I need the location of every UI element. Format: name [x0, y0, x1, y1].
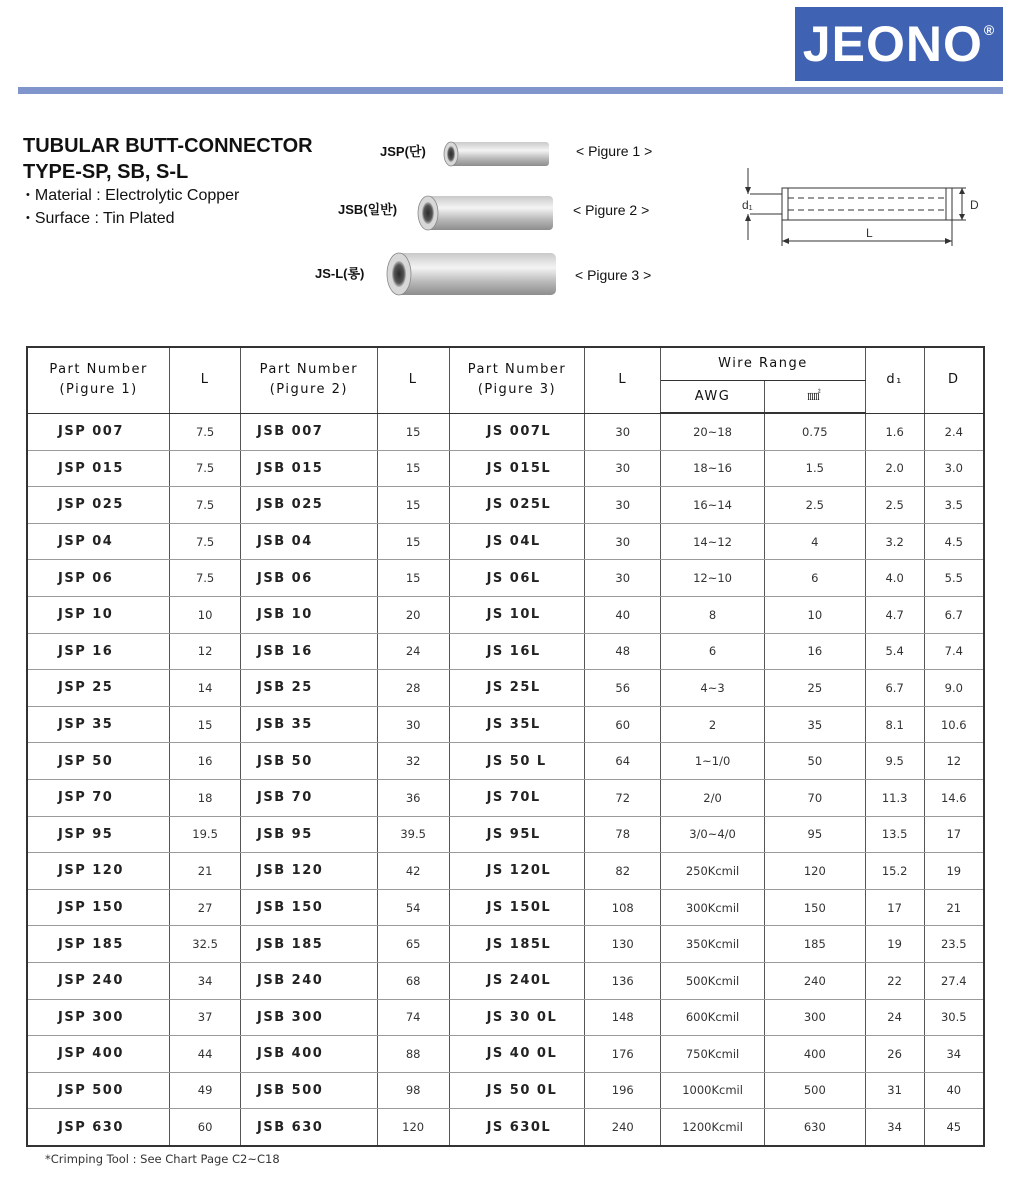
cell-length-3: 72: [585, 779, 661, 816]
table-row: [27, 450, 984, 487]
figure3-caption: < Pigure 3 >: [575, 267, 652, 283]
cell-part-number-3: JS 70L: [449, 779, 585, 816]
cell-length-2: 65: [377, 926, 449, 963]
cell-length-3: 30: [585, 487, 661, 524]
cell-part-number-3: JS 240L: [449, 962, 585, 999]
cell-length-2: 98: [377, 1072, 449, 1109]
cell-length-3: 136: [585, 962, 661, 999]
cell-mm2: 0.75: [764, 413, 865, 450]
cell-awg: 300Kcmil: [661, 889, 765, 926]
cell-part-number-3: JS 185L: [449, 926, 585, 963]
cell-D: 3.5: [924, 487, 984, 524]
cell-length-1: 19.5: [170, 816, 241, 853]
cell-mm2: 300: [764, 999, 865, 1036]
table-row: [27, 779, 984, 816]
cell-awg: 1200Kcmil: [661, 1109, 765, 1146]
cell-part-number-3: JS 30 0L: [449, 999, 585, 1036]
product-title-line1: TUBULAR BUTT-CONNECTOR: [23, 135, 313, 157]
cell-D: 14.6: [924, 779, 984, 816]
cell-mm2: 35: [764, 706, 865, 743]
header-wire-range: Wire Range: [661, 347, 866, 381]
cell-part-number-3: JS 007L: [449, 413, 585, 450]
cell-d1: 13.5: [865, 816, 924, 853]
cell-D: 23.5: [924, 926, 984, 963]
cell-part-number-3: JS 04L: [449, 523, 585, 560]
table-row: [27, 1072, 984, 1109]
header-rule: [18, 87, 1003, 94]
product-title: [23, 133, 313, 185]
cell-mm2: 150: [764, 889, 865, 926]
table-row: [27, 999, 984, 1036]
cell-part-number-3: JS 95L: [449, 816, 585, 853]
cell-part-number-2: JSB 400: [241, 1036, 378, 1073]
cell-length-1: 21: [170, 853, 241, 890]
cell-part-number-2: JSB 35: [241, 706, 378, 743]
cell-length-1: 7.5: [170, 560, 241, 597]
cell-length-3: 196: [585, 1072, 661, 1109]
spec-table: [26, 346, 985, 1147]
cell-length-2: 42: [377, 853, 449, 890]
cell-D: 3.0: [924, 450, 984, 487]
header-part-number-1: [27, 347, 170, 413]
header-pn3-line2: (Pigure 3): [477, 382, 557, 398]
cell-length-1: 27: [170, 889, 241, 926]
cell-length-1: 16: [170, 743, 241, 780]
cell-mm2: 4: [764, 523, 865, 560]
cell-part-number-1: JSP 300: [27, 999, 170, 1036]
cell-length-2: 15: [377, 450, 449, 487]
table-row: [27, 560, 984, 597]
cell-d1: 26: [865, 1036, 924, 1073]
cell-mm2: 630: [764, 1109, 865, 1146]
header-L-2: L: [377, 347, 449, 413]
header-pn1-line2: (Pigure 1): [59, 382, 138, 398]
cell-length-2: 15: [377, 487, 449, 524]
cell-awg: 4~3: [661, 670, 765, 707]
cell-D: 30.5: [924, 999, 984, 1036]
table-row: [27, 413, 984, 450]
cell-d1: 34: [865, 1109, 924, 1146]
cell-length-2: 88: [377, 1036, 449, 1073]
cell-awg: 2/0: [661, 779, 765, 816]
cell-mm2: 1.5: [764, 450, 865, 487]
table-row: [27, 1109, 984, 1146]
table-row: [27, 962, 984, 999]
spec-material: • Material : Electrolytic Copper: [26, 185, 239, 208]
cell-part-number-1: JSP 240: [27, 962, 170, 999]
cell-length-2: 32: [377, 743, 449, 780]
cell-part-number-2: JSB 150: [241, 889, 378, 926]
cell-awg: 600Kcmil: [661, 999, 765, 1036]
table-row: [27, 633, 984, 670]
cell-length-3: 40: [585, 596, 661, 633]
cell-part-number-1: JSP 185: [27, 926, 170, 963]
cell-length-3: 60: [585, 706, 661, 743]
cell-length-2: 120: [377, 1109, 449, 1146]
cell-part-number-2: JSB 16: [241, 633, 378, 670]
figure1-tube-image: [443, 140, 551, 168]
cell-d1: 5.4: [865, 633, 924, 670]
cell-length-3: 148: [585, 999, 661, 1036]
cell-part-number-3: JS 50 L: [449, 743, 585, 780]
cell-length-3: 56: [585, 670, 661, 707]
table-row: [27, 487, 984, 524]
cell-awg: 1000Kcmil: [661, 1072, 765, 1109]
diagram-D-label: D: [970, 198, 979, 212]
cell-d1: 15.2: [865, 853, 924, 890]
cell-length-1: 49: [170, 1072, 241, 1109]
cell-length-3: 78: [585, 816, 661, 853]
diagram-L-label: L: [866, 226, 873, 240]
header-D: D: [924, 347, 984, 413]
cell-d1: 2.0: [865, 450, 924, 487]
cell-part-number-1: JSP 70: [27, 779, 170, 816]
figure2-label: JSB(일반): [338, 202, 398, 217]
cell-awg: 16~14: [661, 487, 765, 524]
cell-d1: 9.5: [865, 743, 924, 780]
table-row: [27, 743, 984, 780]
table-row: [27, 853, 984, 890]
cell-part-number-3: JS 35L: [449, 706, 585, 743]
cell-length-2: 36: [377, 779, 449, 816]
cell-length-1: 10: [170, 596, 241, 633]
cell-length-2: 20: [377, 596, 449, 633]
header-pn3-line1: Part Number: [467, 362, 567, 378]
figure3-label: JS-L(롱): [315, 266, 365, 281]
cell-part-number-2: JSB 10: [241, 596, 378, 633]
cell-d1: 22: [865, 962, 924, 999]
cell-length-1: 7.5: [170, 487, 241, 524]
cell-length-1: 60: [170, 1109, 241, 1146]
cell-length-3: 240: [585, 1109, 661, 1146]
cell-d1: 11.3: [865, 779, 924, 816]
cell-part-number-2: JSB 630: [241, 1109, 378, 1146]
cell-D: 17: [924, 816, 984, 853]
cell-part-number-2: JSB 70: [241, 779, 378, 816]
spec-list: [26, 185, 239, 231]
cell-length-3: 30: [585, 560, 661, 597]
cell-part-number-1: JSP 500: [27, 1072, 170, 1109]
cell-d1: 17: [865, 889, 924, 926]
cell-mm2: 25: [764, 670, 865, 707]
header-pn1-line1: Part Number: [49, 362, 148, 378]
cell-part-number-3: JS 015L: [449, 450, 585, 487]
cell-awg: 500Kcmil: [661, 962, 765, 999]
cell-mm2: 10: [764, 596, 865, 633]
cell-part-number-3: JS 06L: [449, 560, 585, 597]
cell-length-2: 39.5: [377, 816, 449, 853]
crimping-tool-note: *Crimping Tool : See Chart Page C2~C18: [45, 1152, 280, 1166]
cell-mm2: 120: [764, 853, 865, 890]
cell-d1: 31: [865, 1072, 924, 1109]
cell-length-2: 30: [377, 706, 449, 743]
cell-d1: 1.6: [865, 413, 924, 450]
table-row: [27, 523, 984, 560]
cell-length-1: 18: [170, 779, 241, 816]
header-pn2-line1: Part Number: [259, 362, 359, 378]
cell-mm2: 95: [764, 816, 865, 853]
header-pn2-line2: (Pigure 2): [269, 382, 348, 398]
diagram-d1-label: d₁: [742, 198, 753, 212]
cell-part-number-1: JSP 400: [27, 1036, 170, 1073]
cell-length-2: 15: [377, 523, 449, 560]
cell-part-number-3: JS 10L: [449, 596, 585, 633]
cell-awg: 350Kcmil: [661, 926, 765, 963]
cell-part-number-1: JSP 50: [27, 743, 170, 780]
table-row: [27, 670, 984, 707]
figure2-tube-image: [417, 194, 555, 232]
table-row: [27, 816, 984, 853]
cell-length-1: 7.5: [170, 413, 241, 450]
cell-length-3: 30: [585, 450, 661, 487]
brand-logo: [795, 7, 1003, 81]
product-title-line2: TYPE-SP, SB, S-L: [23, 161, 189, 183]
cell-length-2: 68: [377, 962, 449, 999]
cell-D: 40: [924, 1072, 984, 1109]
cell-D: 19: [924, 853, 984, 890]
cell-length-2: 54: [377, 889, 449, 926]
cell-awg: 14~12: [661, 523, 765, 560]
cell-part-number-2: JSB 025: [241, 487, 378, 524]
cell-part-number-1: JSP 35: [27, 706, 170, 743]
dimension-diagram: [738, 160, 988, 255]
cell-D: 4.5: [924, 523, 984, 560]
cell-part-number-3: JS 40 0L: [449, 1036, 585, 1073]
header-part-number-2: [241, 347, 378, 413]
cell-length-3: 176: [585, 1036, 661, 1073]
cell-part-number-2: JSB 300: [241, 999, 378, 1036]
cell-d1: 4.7: [865, 596, 924, 633]
cell-mm2: 2.5: [764, 487, 865, 524]
cell-D: 5.5: [924, 560, 984, 597]
cell-length-2: 28: [377, 670, 449, 707]
cell-D: 7.4: [924, 633, 984, 670]
cell-D: 12: [924, 743, 984, 780]
cell-part-number-1: JSP 150: [27, 889, 170, 926]
cell-part-number-2: JSB 007: [241, 413, 378, 450]
cell-length-1: 12: [170, 633, 241, 670]
cell-length-3: 64: [585, 743, 661, 780]
cell-mm2: 240: [764, 962, 865, 999]
brand-name: JEONO: [802, 16, 983, 72]
cell-awg: 250Kcmil: [661, 853, 765, 890]
header-awg: AWG: [661, 381, 765, 414]
cell-length-2: 15: [377, 560, 449, 597]
cell-length-1: 34: [170, 962, 241, 999]
cell-length-2: 74: [377, 999, 449, 1036]
cell-length-3: 48: [585, 633, 661, 670]
cell-mm2: 70: [764, 779, 865, 816]
figure3-tube-image: [386, 251, 558, 297]
cell-part-number-3: JS 150L: [449, 889, 585, 926]
cell-D: 2.4: [924, 413, 984, 450]
cell-D: 10.6: [924, 706, 984, 743]
cell-awg: 18~16: [661, 450, 765, 487]
cell-part-number-2: JSB 95: [241, 816, 378, 853]
cell-length-1: 44: [170, 1036, 241, 1073]
cell-awg: 6: [661, 633, 765, 670]
cell-part-number-1: JSP 06: [27, 560, 170, 597]
cell-part-number-1: JSP 95: [27, 816, 170, 853]
header-mm2: ㎟: [764, 381, 865, 414]
cell-part-number-1: JSP 630: [27, 1109, 170, 1146]
table-row: [27, 1036, 984, 1073]
cell-mm2: 50: [764, 743, 865, 780]
cell-part-number-2: JSB 240: [241, 962, 378, 999]
cell-awg: 20~18: [661, 413, 765, 450]
cell-D: 45: [924, 1109, 984, 1146]
cell-length-2: 24: [377, 633, 449, 670]
cell-awg: 12~10: [661, 560, 765, 597]
cell-length-1: 32.5: [170, 926, 241, 963]
spec-table-body: [27, 413, 984, 1146]
cell-mm2: 16: [764, 633, 865, 670]
cell-part-number-3: JS 120L: [449, 853, 585, 890]
cell-part-number-3: JS 16L: [449, 633, 585, 670]
cell-d1: 19: [865, 926, 924, 963]
cell-length-1: 7.5: [170, 523, 241, 560]
cell-length-3: 30: [585, 413, 661, 450]
cell-part-number-2: JSB 04: [241, 523, 378, 560]
cell-awg: 1~1/0: [661, 743, 765, 780]
cell-part-number-2: JSB 120: [241, 853, 378, 890]
cell-part-number-1: JSP 25: [27, 670, 170, 707]
cell-part-number-3: JS 25L: [449, 670, 585, 707]
cell-mm2: 400: [764, 1036, 865, 1073]
cell-D: 27.4: [924, 962, 984, 999]
cell-mm2: 6: [764, 560, 865, 597]
cell-d1: 3.2: [865, 523, 924, 560]
cell-part-number-2: JSB 50: [241, 743, 378, 780]
cell-awg: 750Kcmil: [661, 1036, 765, 1073]
cell-D: 9.0: [924, 670, 984, 707]
cell-awg: 3/0~4/0: [661, 816, 765, 853]
cell-mm2: 185: [764, 926, 865, 963]
cell-d1: 6.7: [865, 670, 924, 707]
cell-length-3: 30: [585, 523, 661, 560]
cell-part-number-2: JSB 185: [241, 926, 378, 963]
figure2-caption: < Pigure 2 >: [573, 202, 650, 218]
cell-part-number-1: JSP 120: [27, 853, 170, 890]
cell-d1: 2.5: [865, 487, 924, 524]
table-row: [27, 596, 984, 633]
header-L-1: L: [170, 347, 241, 413]
cell-mm2: 500: [764, 1072, 865, 1109]
table-row: [27, 706, 984, 743]
table-row: [27, 926, 984, 963]
cell-D: 34: [924, 1036, 984, 1073]
cell-part-number-1: JSP 16: [27, 633, 170, 670]
cell-D: 6.7: [924, 596, 984, 633]
cell-part-number-1: JSP 007: [27, 413, 170, 450]
cell-part-number-2: JSB 015: [241, 450, 378, 487]
cell-length-1: 37: [170, 999, 241, 1036]
cell-length-3: 108: [585, 889, 661, 926]
cell-length-1: 15: [170, 706, 241, 743]
cell-part-number-3: JS 630L: [449, 1109, 585, 1146]
cell-awg: 2: [661, 706, 765, 743]
table-row: [27, 889, 984, 926]
cell-d1: 24: [865, 999, 924, 1036]
cell-length-2: 15: [377, 413, 449, 450]
cell-part-number-2: JSB 25: [241, 670, 378, 707]
cell-d1: 8.1: [865, 706, 924, 743]
cell-length-1: 14: [170, 670, 241, 707]
cell-length-1: 7.5: [170, 450, 241, 487]
registered-mark: ®: [983, 22, 996, 38]
header-d1: d₁: [865, 347, 924, 413]
header-part-number-3: [449, 347, 585, 413]
cell-part-number-2: JSB 06: [241, 560, 378, 597]
cell-part-number-1: JSP 10: [27, 596, 170, 633]
cell-part-number-1: JSP 025: [27, 487, 170, 524]
cell-part-number-1: JSP 04: [27, 523, 170, 560]
cell-part-number-2: JSB 500: [241, 1072, 378, 1109]
spec-surface: • Surface : Tin Plated: [26, 208, 239, 231]
cell-awg: 8: [661, 596, 765, 633]
figure1-caption: < Pigure 1 >: [576, 143, 653, 159]
cell-part-number-1: JSP 015: [27, 450, 170, 487]
cell-part-number-3: JS 025L: [449, 487, 585, 524]
cell-length-3: 82: [585, 853, 661, 890]
cell-part-number-3: JS 50 0L: [449, 1072, 585, 1109]
cell-d1: 4.0: [865, 560, 924, 597]
header-L-3: L: [585, 347, 661, 413]
figure1-label: JSP(단): [380, 144, 426, 159]
cell-length-3: 130: [585, 926, 661, 963]
cell-D: 21: [924, 889, 984, 926]
